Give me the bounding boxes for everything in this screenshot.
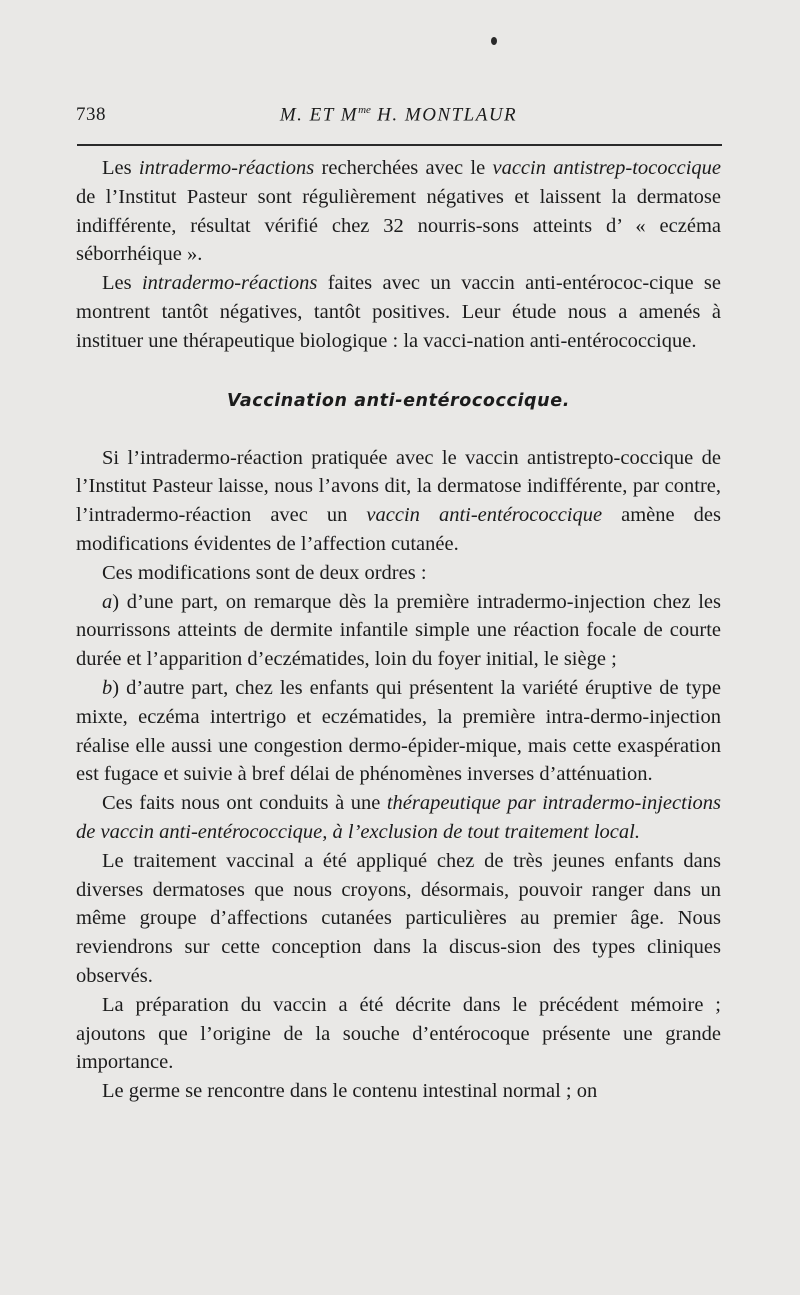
- italic-run: vaccin anti-entérococcique: [366, 504, 603, 527]
- text-run: amène des modifications évidentes de l’affection cutanée.: [76, 504, 721, 555]
- ink-speck: [491, 37, 497, 45]
- running-title-prefix: M. ET M: [279, 104, 359, 126]
- body-text: [76, 154, 721, 1106]
- paragraph-5: [76, 588, 721, 674]
- text-run: de l’Institut Pasteur sont régulièrement négatives et laissent la dermatose indifférente, résultat vérifié chez 32 nourris-sons atteints d’ « eczéma séborrhéique ».: [76, 185, 721, 266]
- italic-run: intradermo-réactions: [141, 272, 318, 295]
- text-run: Les: [102, 157, 139, 179]
- running-title: [76, 104, 721, 126]
- running-title-superscript: me: [358, 104, 371, 116]
- paragraph-3: [76, 444, 721, 559]
- list-label: a: [102, 590, 113, 613]
- page-header: [76, 104, 721, 138]
- paragraph-9: La préparation du vaccin a été décrite dans le précédent mémoire ; ajoutons que l’origine de la souche d’entérocoque présente une grande importance.: [76, 993, 721, 1074]
- page-number: 738: [76, 104, 106, 125]
- text-run: Si l’intradermo-réaction pratiquée avec le vaccin antistrepto-coccique de l’Institut Pasteur laisse, nous l’avons dit, la dermatose indifférente, par contre, l’intradermo-réaction avec un: [76, 446, 721, 527]
- italic-run: vaccin antistrep-tococcique: [492, 157, 721, 179]
- paragraph-10: Le germe se rencontre dans le contenu intestinal normal ; on: [102, 1080, 598, 1103]
- section-heading: Vaccination anti-entérococcique.: [227, 390, 570, 411]
- list-label: b: [102, 676, 113, 699]
- text-run: recherchées avec le: [314, 157, 493, 179]
- text-run: faites avec un vaccin anti-entérococ-cique se montrent tantôt négatives, tantôt positives. Leur étude nous a amenés à instituer une thérapeutique biologique : la vacci-nation anti-entérococcique.: [76, 272, 721, 352]
- running-title-suffix: H. MONTLAUR: [370, 104, 518, 126]
- paragraph-6: [76, 674, 721, 789]
- paragraph-7: [76, 789, 721, 847]
- paragraph-8: Le traitement vaccinal a été appliqué chez de très jeunes enfants dans diverses dermatoses que nous croyons, désormais, pouvoir ranger dans un même groupe d’affections cutanées particulières au premier âge. Nous reviendrons sur cette conception dans la discus-sion des types cliniques observés.: [76, 849, 721, 987]
- text-run: ) d’autre part, chez les enfants qui présentent la variété éruptive de type mixte, eczéma intertrigo et eczématides, la première intra-dermo-injection réalise elle aussi une congestion dermo-épider-mique, mais cette exaspération est fugace et suivie à bref délai de phénomènes inverses d’atténuation.: [76, 676, 721, 786]
- header-rule: [77, 144, 722, 146]
- italic-run: thérapeutique par intradermo-injections de vaccin anti-entérococcique, à l’exclusion de tout traitement local.: [76, 792, 722, 843]
- text-run: Les: [102, 272, 142, 295]
- italic-run: intradermo-réactions: [138, 157, 315, 179]
- paragraph-1: [76, 154, 721, 269]
- paragraph-4: Ces modifications sont de deux ordres :: [102, 561, 427, 584]
- text-run: ) d’une part, on remarque dès la première intradermo-injection chez les nourrissons atteints de dermite infantile simple une réaction focale de courte durée et l’apparition d’eczématides, loin du foyer initial, le siège ;: [76, 590, 721, 671]
- text-run: Ces faits nous ont conduits à une: [102, 792, 387, 815]
- paragraph-2: [76, 269, 721, 355]
